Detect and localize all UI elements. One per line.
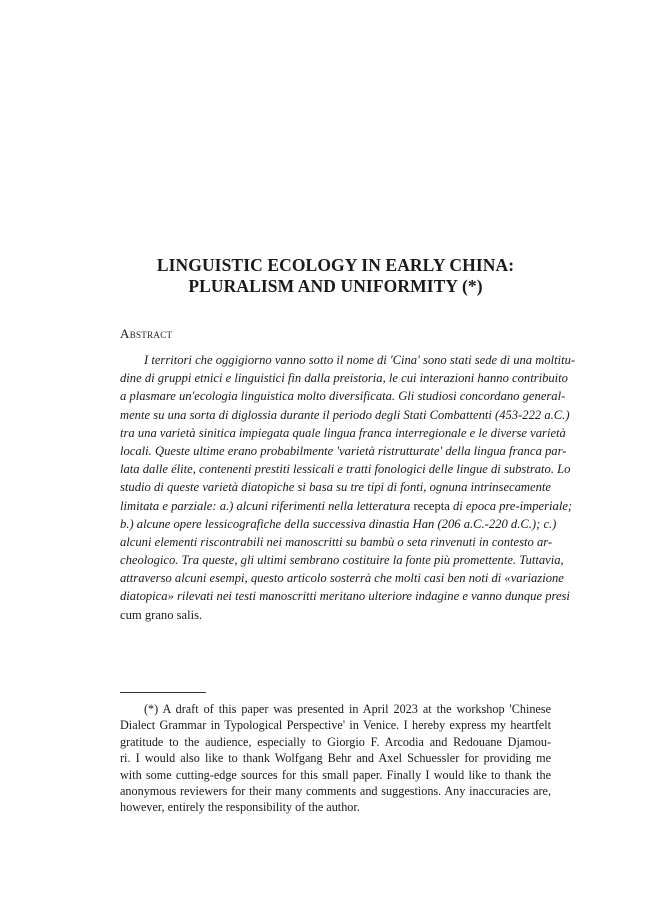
abstract-line-part: di epoca pre-imperiale; xyxy=(449,498,573,513)
abstract-body xyxy=(120,351,576,624)
footnote-line: with some cutting-edge sources for this small paper. Finally I would like to thank the xyxy=(120,767,551,782)
footnote xyxy=(120,701,551,816)
footnote-line: however, entirely the responsibility of the author. xyxy=(120,800,360,815)
abstract-line: tra una varietà sinitica impiegata quale lingua franca interregionale e le diverse varietà xyxy=(120,425,566,440)
footnote-line: Dialect Grammar in Typological Perspective' in Venice. I hereby express my heartfelt xyxy=(120,718,551,733)
abstract-line-part: limitata e parziale: a.) alcuni riferimenti nella letteratura xyxy=(120,498,414,513)
abstract-line: diatopica» rilevati nei testi manoscritti meritano ulteriore indagine e vanno dunque presi xyxy=(120,589,570,604)
abstract-line: cheologico. Tra queste, gli ultimi sembrano costituire la fonte più promettente. Tuttavia, xyxy=(120,553,564,568)
title-line-1: LINGUISTIC ECOLOGY IN EARLY CHINA: xyxy=(156,255,515,275)
abstract-line: mente su una sorta di diglossia durante il periodo degli Stati Combattenti (453-222 a.C.) xyxy=(120,407,570,422)
abstract-line: cum grano salis. xyxy=(120,607,203,622)
abstract-line: b.) alcune opere lessicografiche della successiva dinastia Han (206 a.C.-220 d.C.); c.) xyxy=(120,516,557,531)
footnote-separator xyxy=(120,692,206,693)
footnote-line: ri. I would also like to thank Wolfgang Behr and Axel Schuessler for providing me xyxy=(120,751,551,766)
footnote-line: anonymous reviewers for their many comments and suggestions. Any inaccuracies are, xyxy=(120,783,551,798)
abstract-line: a plasmare un'ecologia linguistica molto diversificata. Gli studiosi concordano general- xyxy=(120,389,566,404)
abstract-line: lata dalle élite, contenenti prestiti lessicali e tratti fonologici delle lingue di substrato. Lo xyxy=(120,462,571,477)
abstract-line: locali. Queste ultime erano probabilmente 'varietà ristrutturate' della lingua franca par- xyxy=(120,443,567,458)
abstract-line: dine di gruppi etnici e linguistici fin dalla preistoria, le cui interazioni hanno contribuito xyxy=(120,371,568,386)
title-line-2: PLURALISM AND UNIFORMITY (*) xyxy=(188,276,483,296)
abstract-line: alcuni elementi riscontrabili nei manoscritti su bambù o seta rinvenuti in contesto ar- xyxy=(120,534,553,549)
footnote-line: gratitude to the audience, especially to Giorgio F. Arcodia and Redouane Djamou- xyxy=(120,734,551,749)
abstract-line: I territori che oggigiorno vanno sotto il nome di 'Cina' sono stati sede di una moltitu- xyxy=(144,353,576,367)
abstract-heading: Abstract xyxy=(120,326,173,341)
abstract-roman-word: recepta xyxy=(413,498,450,513)
footnote-line: (*) A draft of this paper was presented in April 2023 at the workshop 'Chinese xyxy=(144,702,551,716)
article-title xyxy=(120,255,551,297)
abstract-line: studio di queste varietà diatopiche si basa su tre tipi di fonti, ognuna intrinsecamente xyxy=(120,480,551,495)
abstract-line: attraverso alcuni esempi, questo articolo sosterrà che molti casi ben noti di «variazione xyxy=(120,571,564,586)
abstract-line-mixed xyxy=(120,497,573,515)
